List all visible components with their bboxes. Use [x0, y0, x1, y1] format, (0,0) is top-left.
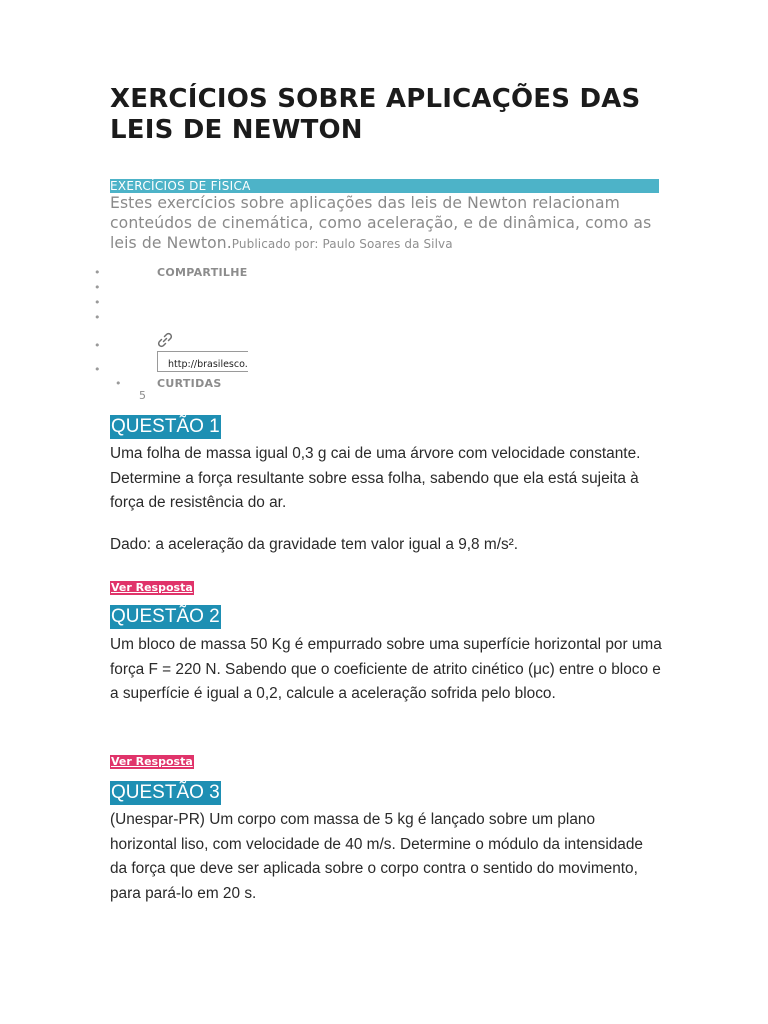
list-bullet: • [94, 339, 101, 352]
lead-text: Estes exercícios sobre aplicações das leis de Newton relacionam conteúdos de cinemática, como aceleração, e de dinâmica, como as leis de Newton. [110, 194, 652, 252]
question-2-heading: QUESTÃO 2 [111, 606, 220, 627]
list-bullet: • [115, 377, 122, 390]
article-lead [110, 193, 660, 254]
list-bullet: • [94, 281, 101, 294]
category-label[interactable]: EXERCÍCIOS DE FÍSICA [110, 179, 251, 193]
question-2-text: Um bloco de massa 50 Kg é empurrado sobre uma superfície horizontal por uma força F = 220 N. Sabendo que o coeficiente de atrito cinético (μc) entre o bloco e a superfície é igual a 0,2, calcule a aceleração sofrida pelo bloco. [110, 636, 662, 702]
likes-count: 5 [139, 389, 146, 402]
list-bullet: • [94, 296, 101, 309]
list-bullet: • [94, 266, 101, 279]
question-1-answer-button[interactable]: Ver Resposta [111, 581, 193, 594]
list-bullet: • [94, 363, 101, 376]
likes-label: CURTIDAS [157, 377, 222, 390]
share-url-box[interactable] [157, 351, 248, 372]
question-3-heading: QUESTÃO 3 [111, 782, 220, 803]
question-1-text: Uma folha de massa igual 0,3 g cai de uma árvore com velocidade constante. Determine a força resultante sobre essa folha, sabendo que ela está sujeita à força de resistência do ar. [110, 445, 641, 511]
share-url-input[interactable] [158, 356, 248, 372]
byline: Publicado por: Paulo Soares da Silva [231, 237, 453, 251]
question-1-heading: QUESTÃO 1 [111, 416, 220, 437]
question-1-data: Dado: a aceleração da gravidade tem valor igual a 9,8 m/s². [110, 536, 519, 553]
question-3-text: (Unespar-PR) Um corpo com massa de 5 kg é lançado sobre um plano horizontal liso, com velocidade de 40 m/s. Determine o módulo da intensidade da força que deve ser aplicada sobre o corpo contra o sentido do movimento, para pará-lo em 20 s. [110, 811, 643, 902]
question-2-answer-button[interactable]: Ver Resposta [111, 755, 193, 768]
link-icon[interactable] [156, 331, 174, 349]
share-label: COMPARTILHE [157, 266, 248, 279]
list-bullet: • [94, 311, 101, 324]
page-title: XERCÍCIOS SOBRE APLICAÇÕES DAS LEIS DE NEWTON [110, 84, 641, 145]
category-bar [110, 179, 659, 193]
